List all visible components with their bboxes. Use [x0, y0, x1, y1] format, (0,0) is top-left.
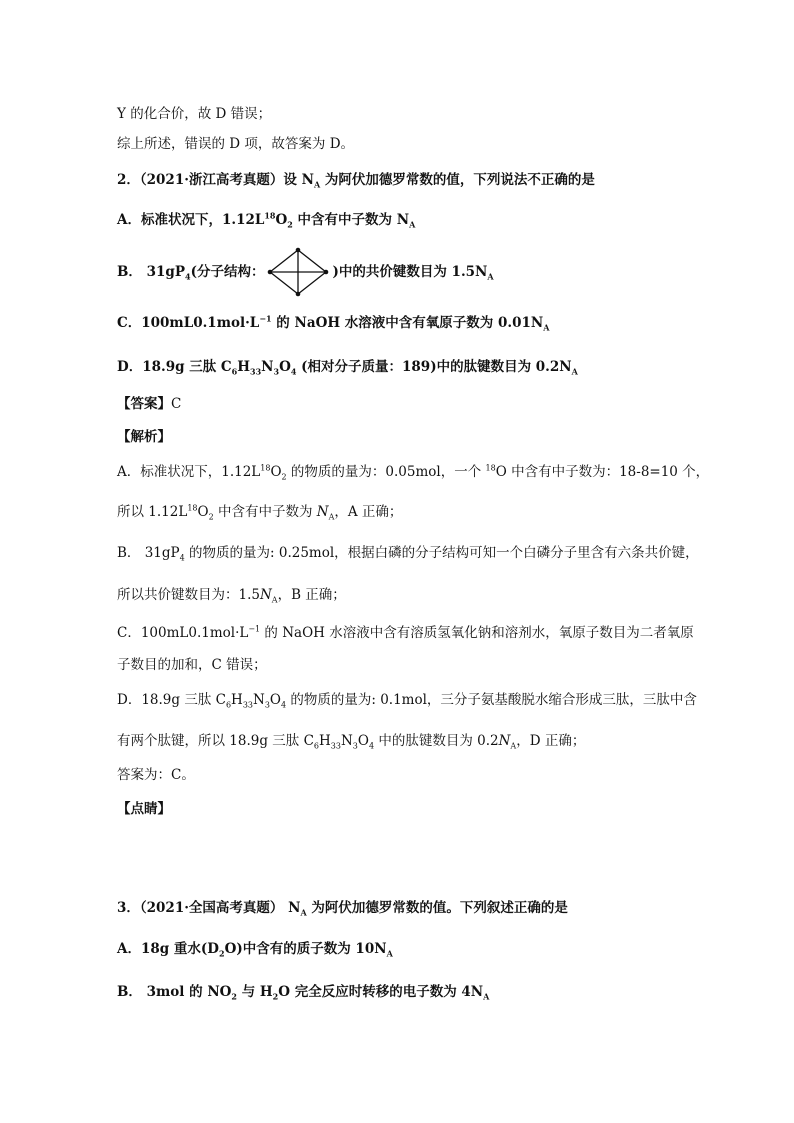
question-3-stem: 3．（2021·全国高考真题） $N_A$ 为阿伏加德罗常数的值。下列叙述正确的是	[117, 900, 568, 918]
analysis-a-line-2: 所以 $1.12L^{18}O_2$ 中含有中子数为 $N_A$，A 正确；	[117, 503, 403, 522]
prev-answer-line-2: 综上所述，错误的 D 项，故答案为 D。	[117, 136, 355, 152]
prev-answer-line-1: Y 的化合价，故 D 错误；	[117, 106, 272, 122]
tip-heading: 【点睛】	[117, 801, 171, 817]
question-3-option-a[interactable]: A．18g 重水$(D_2O)$中含有的质子数为 $10N_A$	[117, 941, 393, 959]
analysis-heading: 【解析】	[117, 429, 171, 445]
question-2-option-c[interactable]: C．$100mL0.1mol\cdot L^{-1}$ 的 NaOH 水溶液中含有氧原子数为 $0.01N_A$	[117, 313, 550, 333]
analysis-d-line-2: 有两个肽键，所以 18.9g 三肽 $C_6H_{33}N_3O_4$ 中的肽键数目为 $0.2N_A$，D 正确；	[117, 733, 586, 751]
analysis-c-line-2: 子数目的加和，C 错误；	[117, 657, 267, 673]
answer-line: 【答案】C	[117, 396, 182, 412]
analysis-d-line-1: D．18.9g 三肽 $C_6H_{33}N_3O_4$ 的物质的量为: 0.1mol，三分子氨基酸脱水缩合形成三肽，三肽中含	[117, 692, 697, 710]
analysis-c-line-1: C．$100mL0.1mol\cdot L^{-1}$ 的 NaOH 水溶液中含有溶质氢氧化钠和溶剂水，氧原子数目为二者氧原	[117, 624, 694, 641]
question-2-stem: 2．（2021·浙江高考真题）设 $N_A$ 为阿伏加德罗常数的值，下列说法不正确的是	[117, 172, 595, 190]
question-2-option-a[interactable]: A．标准状况下，$1.12L^{18}O_2$ 中含有中子数为 $N_A$	[117, 210, 416, 230]
analysis-b-line-2: 所以共价键数目为：$1.5N_A$，B 正确；	[117, 587, 346, 605]
question-2-option-b[interactable]: B． $31gP_4$(分子结构： )中的共价键数目为 $1.5N_A$	[117, 262, 494, 283]
analysis-b-line-1: B． $31gP_4$ 的物质的量为: 0.25mol，根据白磷的分子结构可知一个白磷分子里含有六条共价键，	[117, 545, 699, 563]
question-3-option-b[interactable]: B． 3mol 的 $NO_2$ 与 $H_2O$ 完全反应时转移的电子数为 $4N_A$	[117, 984, 490, 1002]
analysis-conclusion: 答案为：C。	[117, 767, 195, 783]
analysis-a-line-1: A．标准状况下，$1.12L^{18}O_2$ 的物质的量为：0.05mol，一个 $^{18}$O 中含有中子数为：18-8=10 个，	[117, 463, 710, 482]
question-2-option-d[interactable]: D．18.9g 三肽 $C_6H_{33}N_3O_4$ (相对分子质量：189)中的肽键数目为 $0.2N_A$	[117, 359, 578, 377]
p4-molecule-structure	[266, 247, 330, 297]
